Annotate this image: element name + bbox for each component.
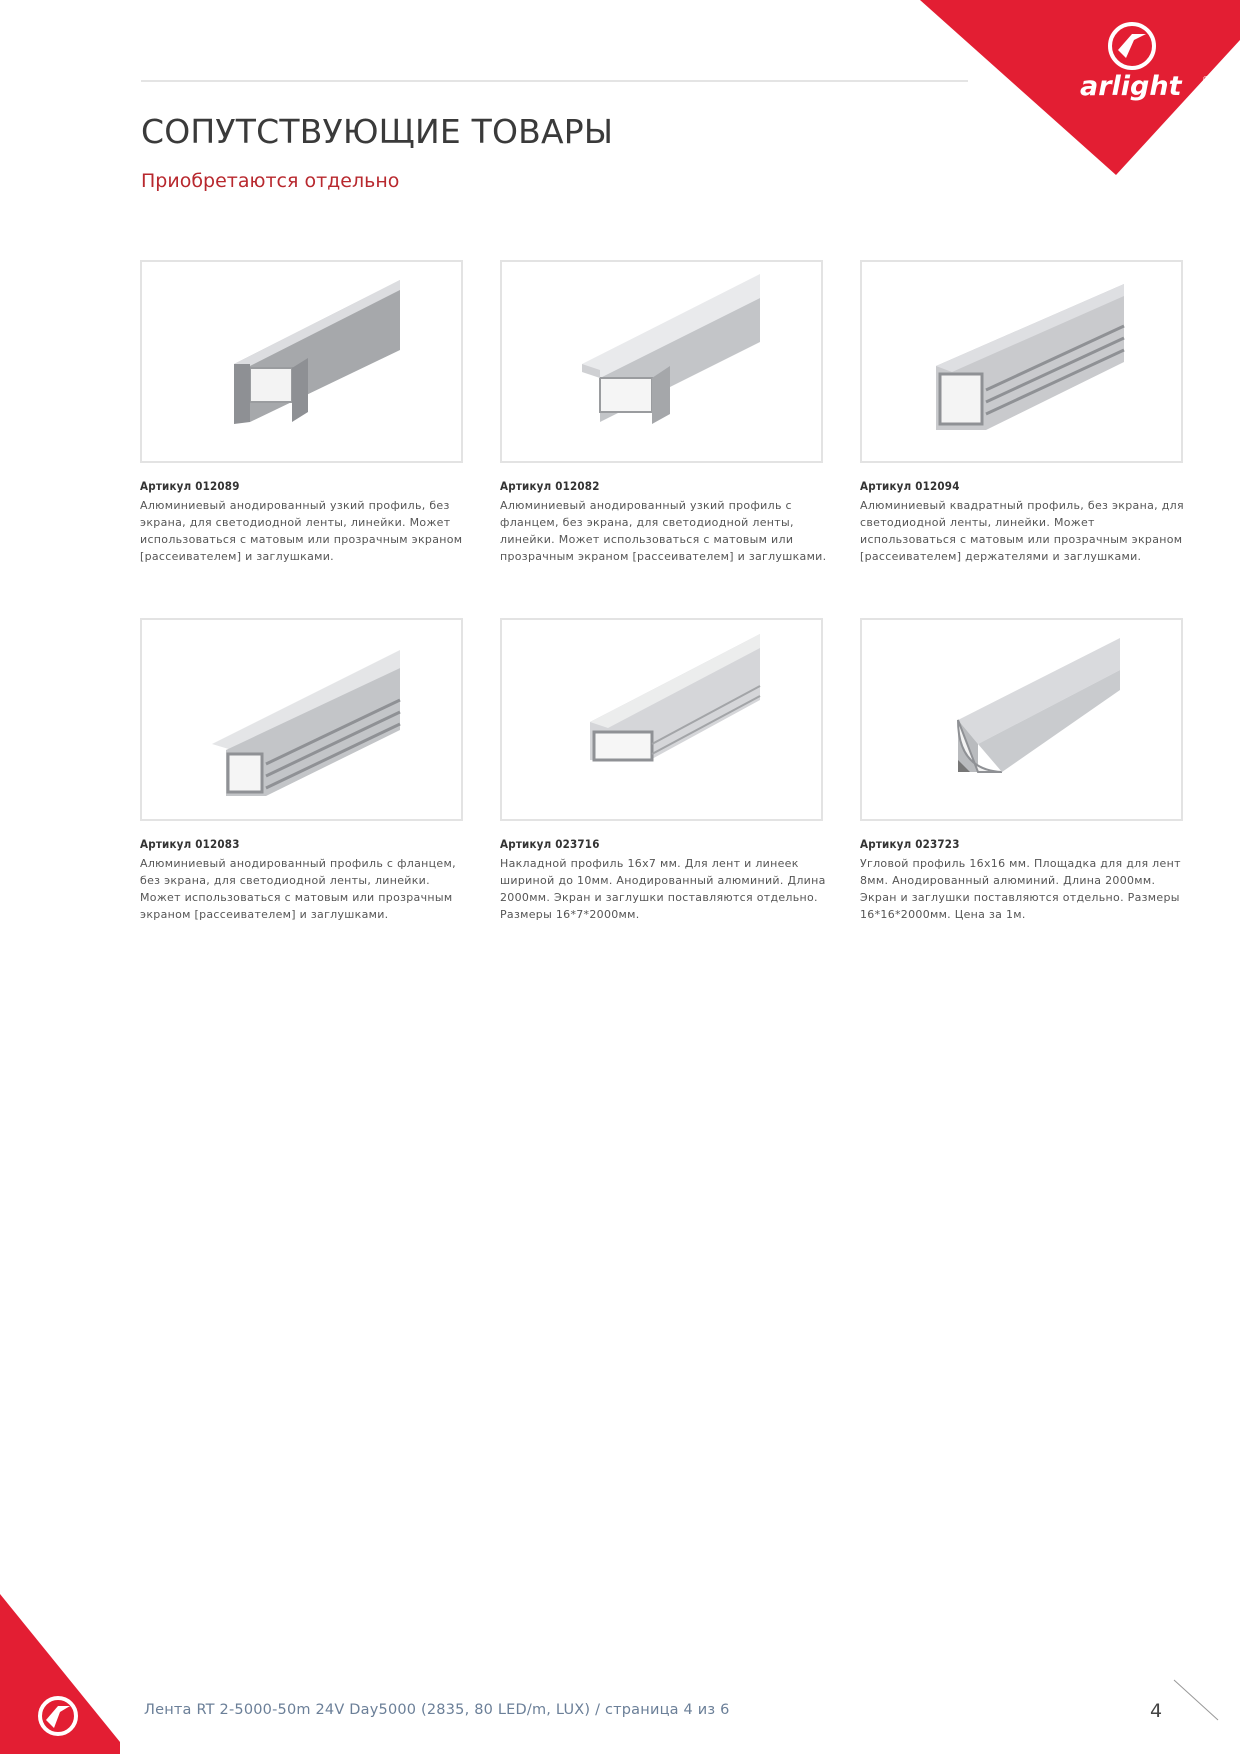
product-image — [500, 260, 823, 463]
product-card[interactable] — [500, 618, 830, 923]
product-article: Артикул 023716 — [500, 837, 600, 851]
product-card[interactable] — [860, 618, 1190, 923]
page-subtitle: Приобретаются отдельно — [141, 170, 400, 192]
product-description: Угловой профиль 16x16 мм. Площадка для для лент 8мм. Анодированный алюминий. Длина 2000мм. Экран и заглушки поставляются отдельно. Размеры 16*16*2000мм. Цена за 1м. — [860, 857, 1181, 921]
product-description: Накладной профиль 16x7 мм. Для лент и линеек шириной до 10мм. Анодированный алюминий. Длина 2000мм. Экран и заглушки поставляются отдельно. Размеры 16*7*2000мм. — [500, 857, 826, 921]
product-description: Алюминиевый анодированный узкий профиль с фланцем, без экрана, для светодиодной ленты, линейки. Может использоваться с матовым или прозрачным экраном [рассеивателем] и заглушками. — [500, 499, 827, 563]
product-card[interactable] — [860, 260, 1190, 565]
product-article: Артикул 012094 — [860, 479, 960, 493]
product-article: Артикул 023723 — [860, 837, 960, 851]
brand-corner-logo[interactable] — [920, 0, 1240, 180]
product-card[interactable] — [140, 260, 470, 565]
product-card[interactable] — [500, 260, 830, 565]
footer-corner-logo — [0, 1594, 120, 1754]
product-article: Артикул 012089 — [140, 479, 240, 493]
page-number: 4 — [1150, 1700, 1163, 1722]
page-title: СОПУТСТВУЮЩИЕ ТОВАРЫ — [141, 112, 614, 151]
registered-mark: ® — [1202, 75, 1210, 84]
product-image — [860, 260, 1183, 463]
product-article: Артикул 012082 — [500, 479, 600, 493]
footer-document-info: Лента RT 2-5000-50m 24V Day5000 (2835, 80 LED/m, LUX) / страница 4 из 6 — [144, 1702, 730, 1718]
arlight-logo: arlight — [1080, 71, 1182, 102]
page-number-slash — [1172, 1678, 1222, 1722]
product-description: Алюминиевый квадратный профиль, без экрана, для светодиодной ленты, линейки. Может использоваться с матовым или прозрачным экраном [рассеивателем] держателями и заглушками. — [860, 499, 1184, 563]
product-description: Алюминиевый анодированный узкий профиль, без экрана, для светодиодной ленты, линейки. Может использоваться с матовым или прозрачным экраном [рассеивателем] и заглушками. — [140, 499, 463, 563]
product-description: Алюминиевый анодированный профиль с фланцем, без экрана, для светодиодной ленты, линейки. Может использоваться с матовым или прозрачным экраном [рассеивателем] и заглушками. — [140, 857, 456, 921]
product-article: Артикул 012083 — [140, 837, 240, 851]
product-image — [500, 618, 823, 821]
product-image — [140, 260, 463, 463]
product-image — [860, 618, 1183, 821]
product-image — [140, 618, 463, 821]
header-divider — [141, 80, 968, 82]
product-card[interactable] — [140, 618, 470, 923]
